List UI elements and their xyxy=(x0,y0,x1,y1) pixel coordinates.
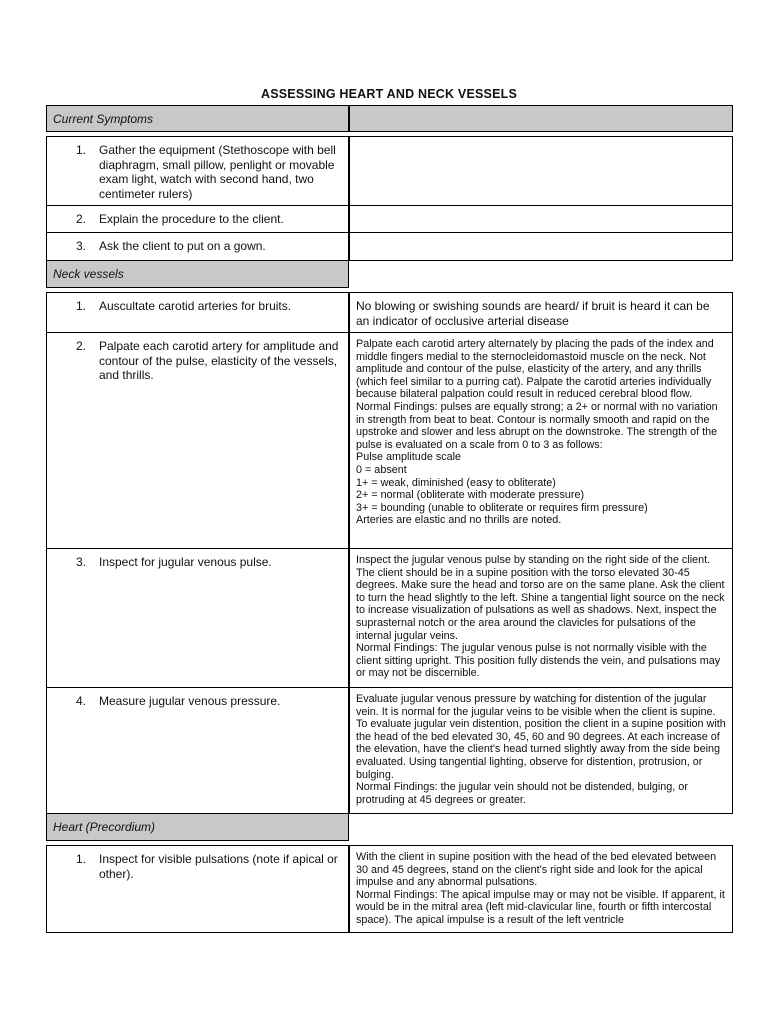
step-description: Palpate each carotid artery alternately by placing the pads of the index and middle fingers medial to the sternocleidomastoid muscle on the neck. Not amplitude and contour of the pulse, elasticity of the artery, and any thrills (which feel similar to a purring cat). Palpate the carotid arteries individually because bilateral palpation could result in reduced cerebral blood flow. Normal Findings: pulses are equally strong; a 2+ or normal with no variation in strength from beat to beat. Contour is normally smooth and rapid on the upstroke and slower and less abrupt on the downstroke. The strength of the pulse is evaluated on a scale from 0 to 3 as follows: Pulse amplitude scale 0 = absent 1+ = weak, diminished (easy to obliterate) 2+ = normal (obliterate with moderate pressure) 3+ = bounding (unable to obliterate or requires firm pressure) Arteries are elastic and no thrills are noted. xyxy=(356,338,718,527)
section-label: Heart (Precordium) xyxy=(53,820,156,834)
step-text: 4. Measure jugular venous pressure. xyxy=(76,694,281,708)
step-description xyxy=(350,233,732,242)
step-text: 3. Ask the client to put on a gown. xyxy=(76,239,266,253)
section-header-heart-precordium xyxy=(46,814,733,841)
step-text: 2. Palpate each carotid artery for amplitude and contour of the pulse, elasticity of the vessels, and thrills. xyxy=(76,339,339,382)
step-description: With the client in supine position with the head of the bed elevated between 30 and 45 degrees, stand on the client's right side and look for the apical impulse and any abnormal pulsations. Normal Findings: The apical impulse may or may not be visible. If apparent, it would be in the mitral area (left mid-clavicular line, fourth or fifth intercostal space). The apical impulse is a result of the left ventricle xyxy=(356,851,725,926)
section-label: Neck vessels xyxy=(53,267,124,281)
step-description: Inspect the jugular venous pulse by standing on the right side of the client. The client should be in a supine position with the torso elevated 30-45 degrees. Make sure the head and torso are on the same plane. Ask the client to turn the head slightly to the left. Shine a tangential light source on the neck to increase visualization of pulsations as well as shadows. Next, inspect the suprasternal notch or the area around the clavicles for pulsations of the internal jugular veins. Normal Findings: The jugular venous pulse is not normally visible with the client sitting upright. This position fully distends the vein, and pulsations may or may not be discernible. xyxy=(356,554,725,680)
step-text: 1. Auscultate carotid arteries for bruits. xyxy=(76,299,292,313)
step-description: No blowing or swishing sounds are heard/ if bruit is heard it can be an indicator of occlusive arterial disease xyxy=(356,299,710,328)
step-text: 1. Inspect for visible pulsations (note if apical or other). xyxy=(76,852,338,881)
page-title: ASSESSING HEART AND NECK VESSELS xyxy=(261,87,517,101)
step-text: 3. Inspect for jugular venous pulse. xyxy=(76,555,272,569)
section-header-current-symptoms xyxy=(46,105,733,132)
step-text: 2. Explain the procedure to the client. xyxy=(76,212,284,226)
assessment-table xyxy=(46,105,733,933)
section-label: Current Symptoms xyxy=(53,112,154,126)
section-header-neck-vessels xyxy=(46,261,733,288)
table-row xyxy=(46,292,733,333)
step-description xyxy=(350,206,732,215)
table-row xyxy=(46,688,733,814)
step-description: Evaluate jugular venous pressure by watching for distention of the jugular vein. It is normal for the jugular veins to be visible when the client is supine. To evaluate jugular vein distention, position the client in a supine position with the head of the bed elevated 30, 45, 60 and 90 degrees. At each increase of the elevation, have the client's head turned slightly away from the side being evaluated. Using tangential lighting, observe for distention, protrusion, or bulging. Normal Findings: the jugular vein should not be distended, bulging, or protruding at 45 degrees or greater. xyxy=(356,693,726,806)
step-description xyxy=(350,137,732,146)
table-row xyxy=(46,333,733,549)
table-row xyxy=(46,233,733,261)
table-row xyxy=(46,206,733,233)
table-row xyxy=(46,549,733,688)
step-text: 1. Gather the equipment (Stethoscope with bell diaphragm, small pillow, penlight or movable exam light, watch with second hand, two centimeter rulers) xyxy=(76,143,336,201)
table-row xyxy=(46,136,733,206)
table-row xyxy=(46,845,733,933)
